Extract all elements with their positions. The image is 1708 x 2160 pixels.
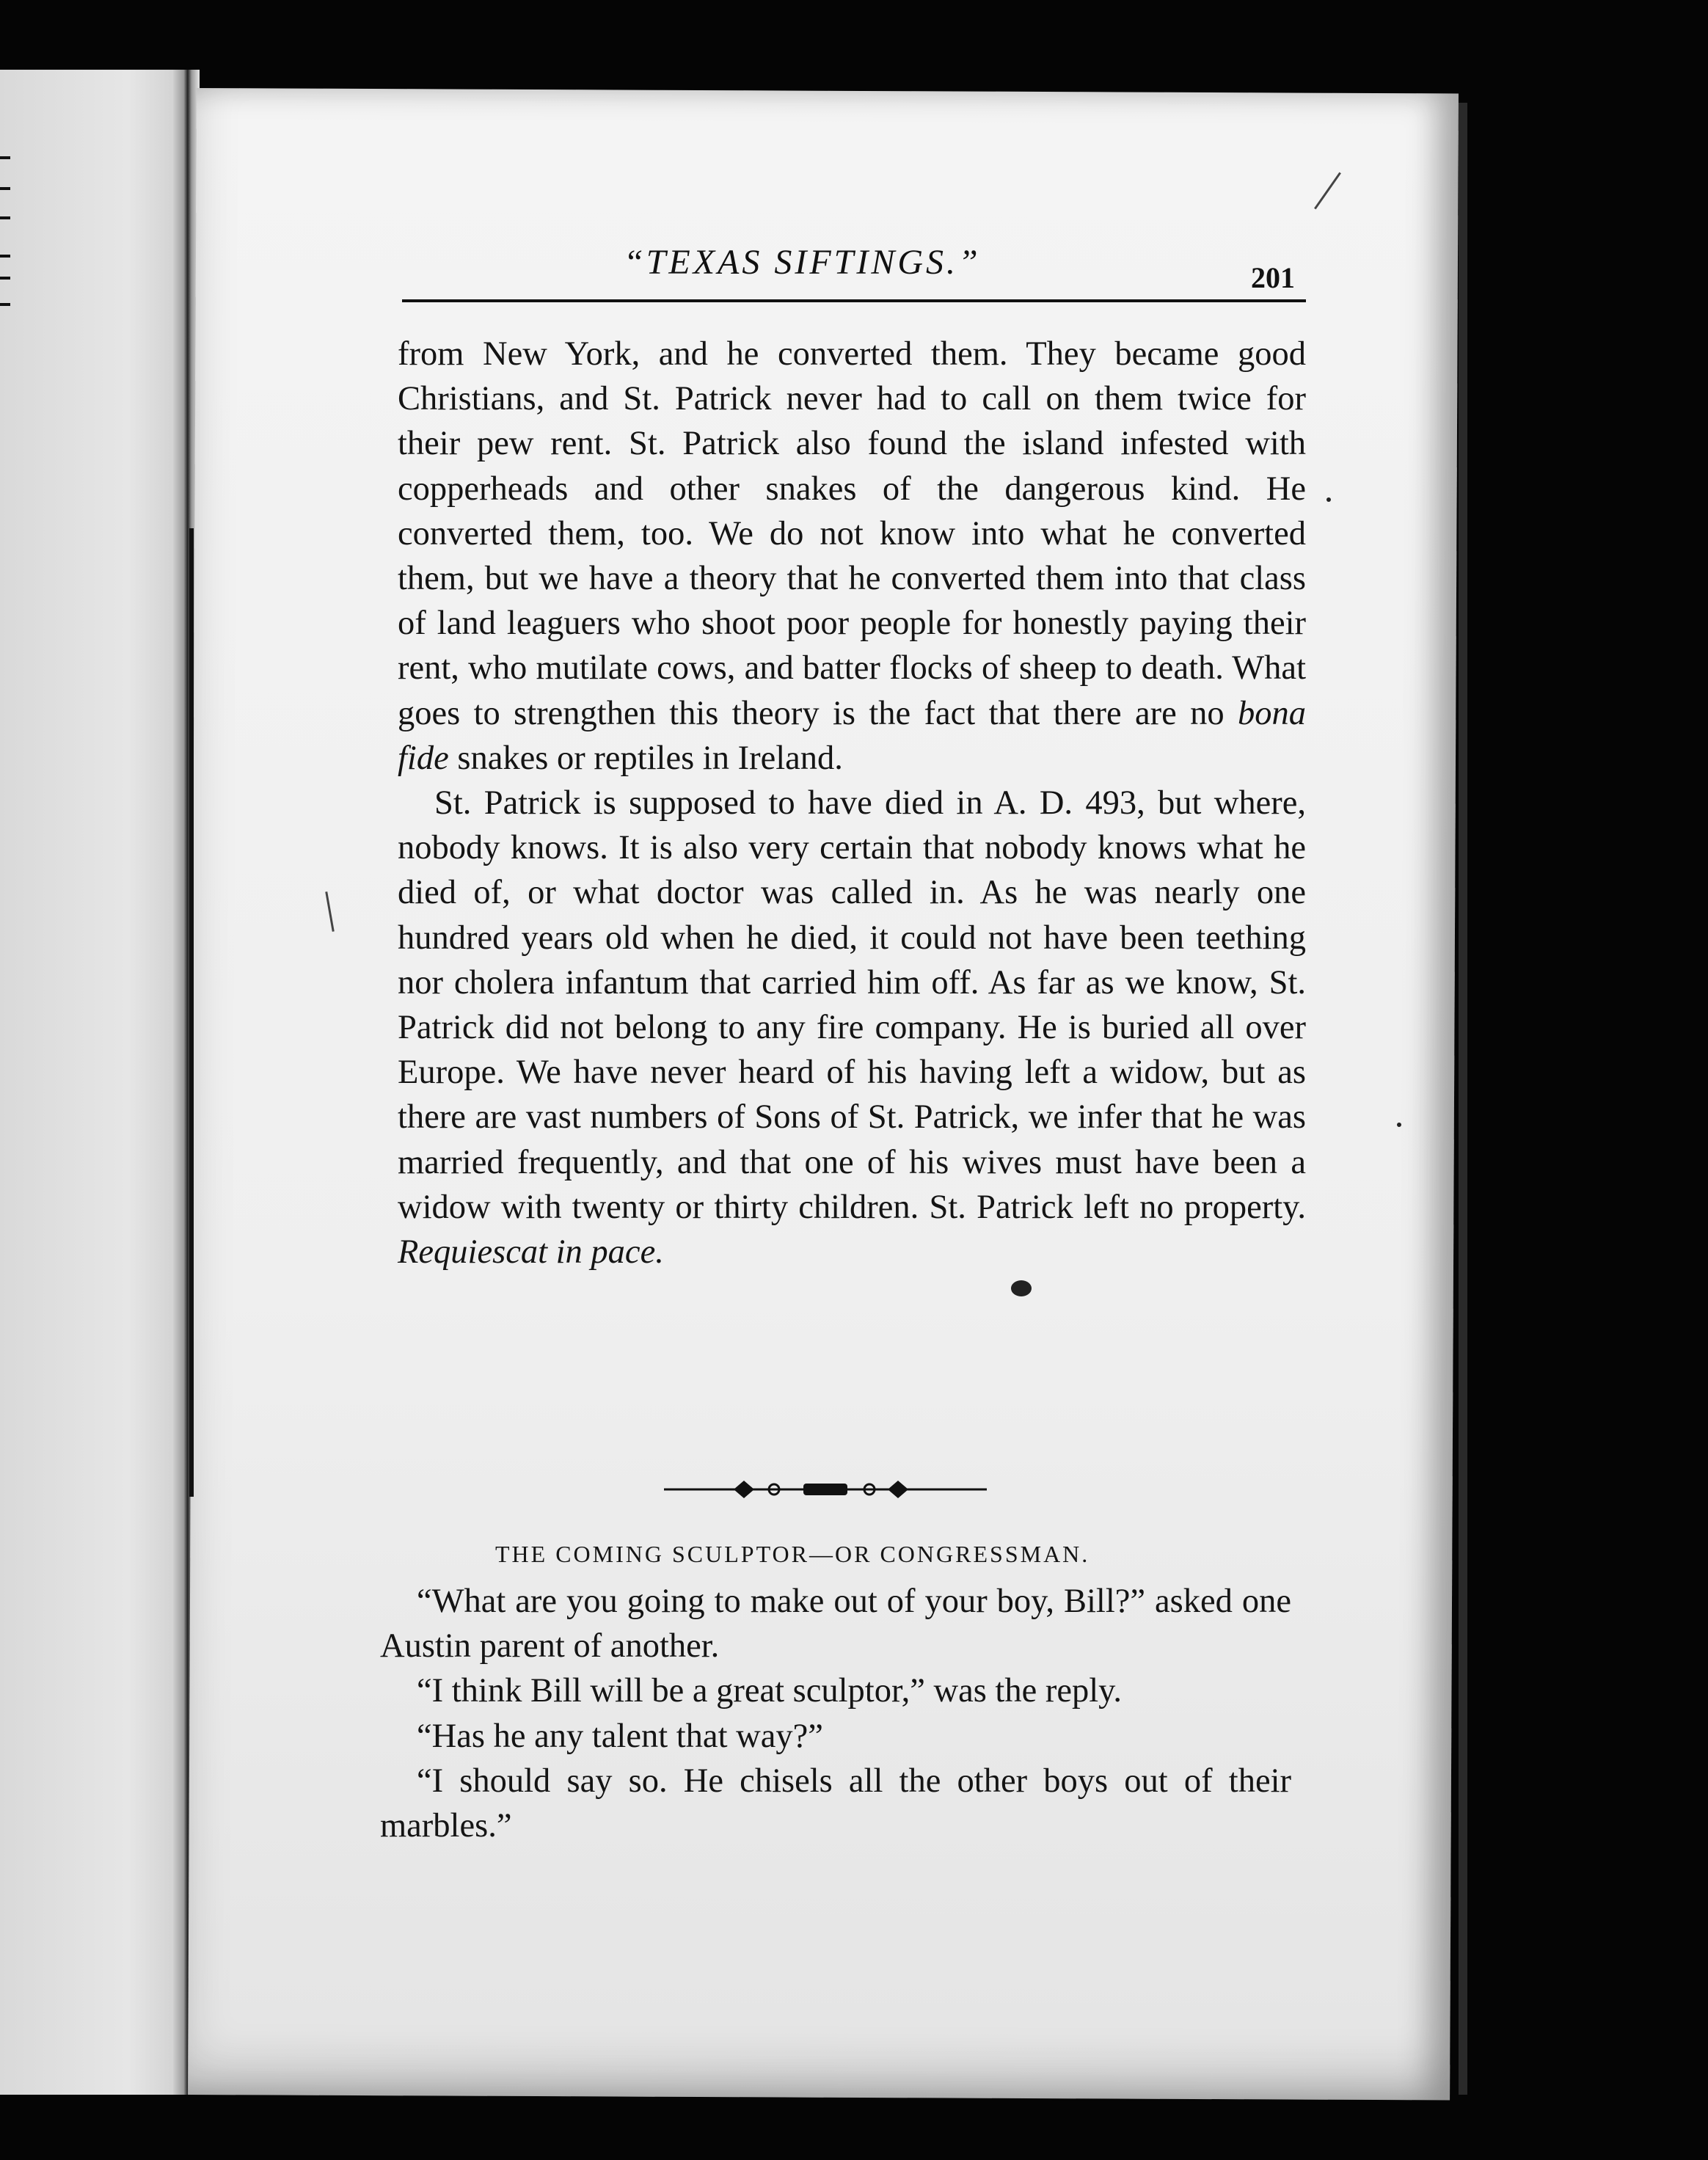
- ink-speck: [1011, 1280, 1032, 1296]
- paragraph-text: snakes or reptiles in Ireland.: [457, 739, 843, 777]
- page-edge-shadow: [1459, 103, 1467, 2095]
- paragraph-text: from New York, and he converted them. They became good Christians, and St. Patrick never had to call on them twice for their pew rent. St. Patrick also found the island infested with copperheads and other snakes of the dangerous kind. He converted them, too. We do not know into what he converted them, but we have a theory that he converted them into that class of land leaguers who shoot poor people for honestly paying their rent, who mutilate cows, and batter flocks of sheep to death. What goes to strengthen this theory is the fact that there are no: [398, 335, 1306, 732]
- facing-page-edge: [0, 70, 183, 2095]
- ink-speck: [1326, 497, 1331, 502]
- italic-phrase: Requiescat in pace.: [398, 1233, 664, 1271]
- dialogue-line: “I think Bill will be a great sculptor,” was the reply.: [417, 1672, 1123, 1710]
- running-title: “TEXAS SIFTINGS.”: [624, 243, 981, 282]
- paragraph: [398, 781, 1306, 1274]
- page-number: 201: [1251, 261, 1295, 294]
- running-head: [0, 0, 1708, 293]
- ink-speck: [1397, 1123, 1401, 1127]
- section-heading: THE COMING SCULPTOR—OR CONGRESSMAN.: [495, 1541, 1090, 1567]
- dialogue-line: “What are you going to make out of your boy, Bill?” asked one Austin parent of another.: [380, 1583, 1291, 1665]
- dialogue-block: [380, 1579, 1291, 1848]
- facing-page-mark: [0, 303, 10, 306]
- dialogue-line: “I should say so. He chisels all the other boys out of their marbles.”: [380, 1762, 1291, 1845]
- dialogue-line: “Has he any talent that way?”: [417, 1717, 823, 1755]
- italic-phrase: bona fide: [398, 694, 1306, 777]
- paragraph-text: St. Patrick is supposed to have died in A. D. 493, but where, nobody knows. It is also very certain that nobody knows what he died of, or what doctor was called in. As he was nearly one hundred years old when he died, it could not have been teething nor cholera infantum that carried him off. As far as we know, St. Patrick did not belong to any fire company. He is buried all over Europe. We have never heard of his having left a widow, but as there are vast numbers of Sons of St. Patrick, we infer that he was married frequently, and that one of his wives must have been a widow with twenty or thirty children. St. Patrick left no property.: [398, 784, 1306, 1226]
- header-rule: [402, 299, 1306, 302]
- paragraph: [398, 332, 1306, 781]
- film-scratch: [189, 528, 194, 1497]
- ornament-divider: [664, 1475, 987, 1504]
- article-body: [398, 332, 1306, 1274]
